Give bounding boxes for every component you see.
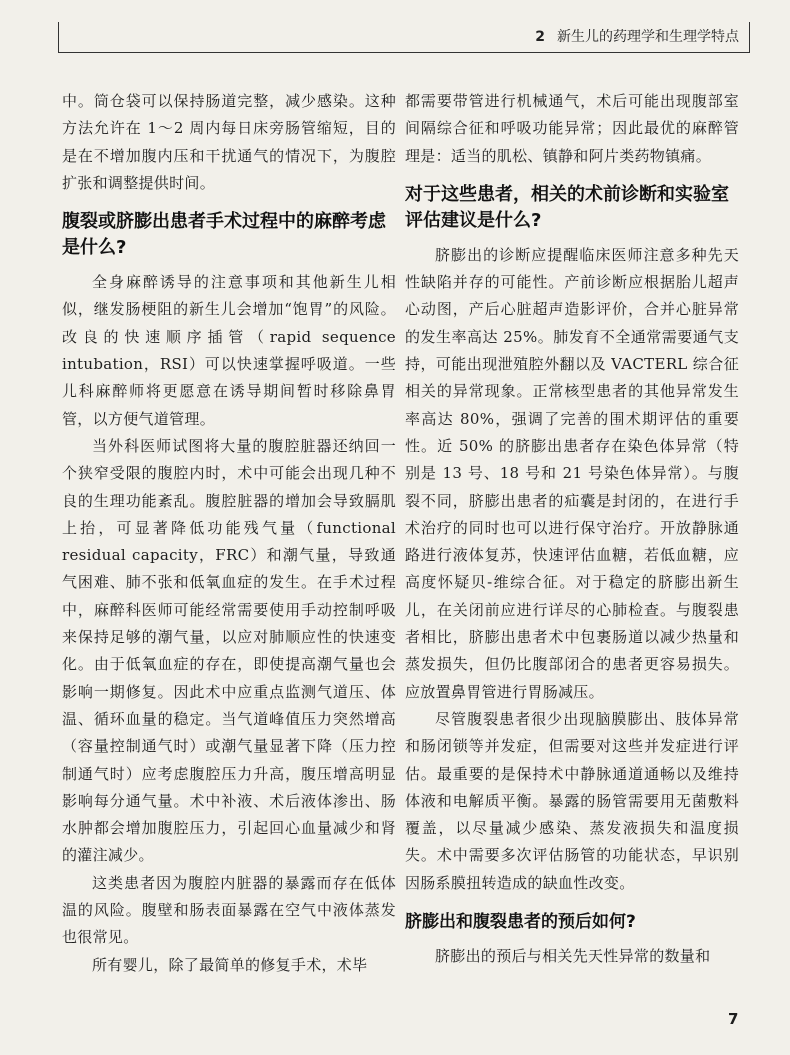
paragraph: 这类患者因为腹腔内脏器的暴露而存在低体温的风险。腹壁和肠表面暴露在空气中液体蒸发也很常见。 xyxy=(62,873,396,947)
section-heading: 腹裂或脐膨出患者手术过程中的麻醉考虑是什么? xyxy=(62,211,386,259)
section-heading: 脐膨出和腹裂患者的预后如何? xyxy=(405,912,636,933)
paragraph: 尽管腹裂患者很少出现脑膜膨出、肢体异常和肠闭锁等并发症，但需要对这些并发症进行评估。最重要的是保持术中静脉通道通畅以及维持体液和电解质平衡。暴露的肠管需要用无菌敷料覆盖，以尽量减少感染、蒸发液损失和温度损失。术中需要多次评估肠管的功能状态，早识别因肠系膜扭转造成的缺血性改变。 xyxy=(405,709,739,892)
paragraph: 都需要带管进行机械通气，术后可能出现腹部室间隔综合征和呼吸功能异常；因此最优的麻醉管理是：适当的肌松、镇静和阿片类药物镇痛。 xyxy=(405,92,739,165)
paragraph: 中。筒仓袋可以保持肠道完整，减少感染。这种方法允许在 1～2 周内每日床旁肠管缩短，目的是在不增加腹内压和干扰通气的情况下，为腹腔扩张和调整提供时间。 xyxy=(62,92,396,192)
header-text xyxy=(535,26,739,46)
paragraph: 脐膨出的诊断应提醒临床医师注意多种先天性缺陷并存的可能性。产前诊断应根据胎儿超声心动图，产后心脏超声造影评价，合并心脏异常的发生率高达 25%。肺发育不全通常需要通气支持，可能出现泄殖腔外翻以及 VACTERL 综合征相关的异常现象。正常核型患者的其他异常发生率高达 80%，强调了完善的围术期评估的重要性。近 50% 的脐膨出患者存在染色体异常（特别是 13 号、18 号和 21 号染色体异常）。与腹裂不同，脐膨出患者的疝囊是封闭的，在进行手术治疗的同时也可以进行保守治疗。开放静脉通路进行液体复苏，快速评估血糖，若低血糖，应高度怀疑贝-维综合征。对于稳定的脐膨出新生儿，在关闭前应进行详尽的心肺检查。与腹裂患者相比，脐膨出患者术中包裹肠道以减少热量和蒸发损失，但仍比腹部闭合的患者更容易损失。应放置鼻胃管进行胃肠减压。 xyxy=(405,245,739,701)
running-header xyxy=(58,22,750,53)
page-number: 7 xyxy=(728,1010,739,1028)
chapter-number: 2 xyxy=(535,29,545,45)
section-heading: 对于这些患者，相关的术前诊断和实验室评估建议是什么? xyxy=(405,183,729,231)
chapter-title: 新生儿的药理学和生理学特点 xyxy=(557,29,739,45)
paragraph: 所有婴儿，除了最简单的修复手术，术毕 xyxy=(92,955,368,974)
paragraph: 脐膨出的预后与相关先天性异常的数量和 xyxy=(435,947,711,966)
paragraph: 当外科医师试图将大量的腹腔脏器还纳回一个狭窄受限的腹腔内时，术中可能会出现几种不良的生理功能紊乱。腹腔脏器的增加会导致膈肌上抬，可显著降低功能残气量（functional residual capacity，FRC）和潮气量，导致通气困难、肺不张和低氧血症的发生。在手术过程中，麻醉科医师可能经常需要使用手动控制呼吸来保持足够的潮气量，以应对肺顺应性的快速变化。由于低氧血症的存在，即使提高潮气量也会影响一期修复。因此术中应重点监测气道压、体温、循环血量的稳定。当气道峰值压力突然增高（容量控制通气时）或潮气量显著下降（压力控制通气时）应考虑腹腔压力升高，腹压增高明显影响每分通气量。术中补液、术后液体渗出、肠水肿都会增加腹腔压力，引起回心血量减少和肾的灌注减少。 xyxy=(62,436,396,865)
paragraph: 全身麻醉诱导的注意事项和其他新生儿相似，继发肠梗阻的新生儿会增加“饱胃”的风险。改良的快速顺序插管（rapid sequence intubation，RSI）可以快速掌握呼吸道。一些儿科麻醉师将更愿意在诱导期间暂时移除鼻胃管，以方便气道管理。 xyxy=(62,273,396,428)
right-column xyxy=(405,88,739,970)
left-column xyxy=(62,88,396,979)
